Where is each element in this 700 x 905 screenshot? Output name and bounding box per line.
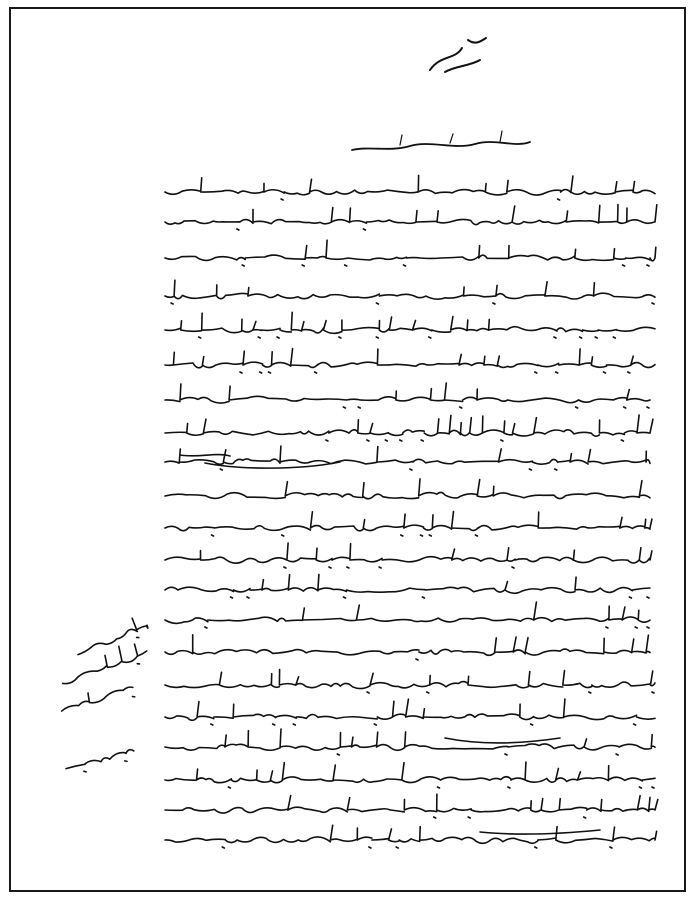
body-line bbox=[165, 602, 650, 628]
body-line bbox=[165, 699, 655, 725]
body-line bbox=[165, 825, 657, 848]
body-line bbox=[165, 415, 653, 441]
body-line bbox=[165, 280, 655, 304]
margin-note-line bbox=[57, 638, 150, 691]
body-line bbox=[165, 205, 657, 231]
body-line bbox=[165, 240, 656, 266]
margin-note-line bbox=[73, 614, 150, 662]
body-line bbox=[165, 349, 655, 374]
body-line bbox=[165, 635, 650, 660]
body-line bbox=[165, 574, 650, 598]
margin-note-lines bbox=[57, 614, 150, 776]
body-line bbox=[165, 512, 652, 537]
margin-note-line bbox=[65, 749, 135, 777]
body-line bbox=[165, 762, 655, 788]
body-line bbox=[165, 479, 650, 499]
header-word-scribble bbox=[430, 38, 486, 72]
body-line bbox=[165, 175, 655, 200]
body-line bbox=[165, 670, 655, 693]
body-line bbox=[165, 543, 652, 568]
body-line bbox=[165, 794, 658, 818]
underline-marks bbox=[180, 455, 600, 835]
margin-line-group bbox=[73, 614, 150, 662]
margin-line-group bbox=[65, 749, 135, 777]
body-line bbox=[165, 312, 655, 338]
margin-note-line bbox=[59, 680, 136, 719]
basmala-scribble bbox=[352, 131, 530, 150]
body-lines bbox=[165, 175, 658, 848]
body-line bbox=[165, 383, 650, 408]
body-line bbox=[165, 729, 655, 755]
margin-line-group bbox=[57, 638, 150, 691]
margin-line-group bbox=[59, 680, 136, 719]
